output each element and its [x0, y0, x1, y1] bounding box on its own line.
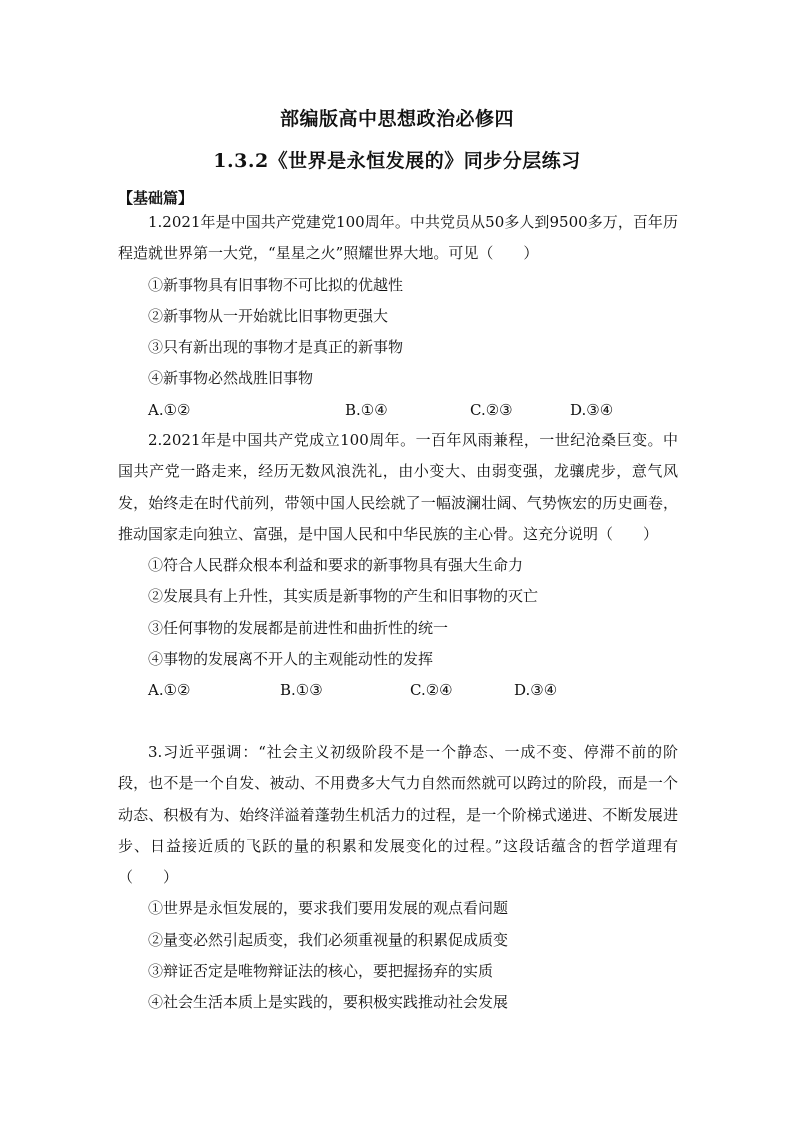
question-3-stem: 3.习近平强调：“社会主义初级阶段不是一个静态、一成不变、停滞不前的阶段，也不是一个自发、被动、不用费多大气力自然而然就可以跨过的阶段，而是一个动态、积极有为、始终洋溢着蓬勃生机活力的过程，是一个阶梯式递进、不断发展进步、日益接近质的飞跃的量的积累和发展变化的过程。”这段话蕴含的哲学道理有（ ）	[118, 743, 678, 887]
question-2-option-3: ③任何事物的发展都是前进性和曲折性的统一	[148, 618, 449, 637]
question-2-choice-c: C.②④	[410, 681, 453, 700]
question-3	[118, 737, 678, 1019]
question-1-choices	[118, 395, 678, 426]
question-2-stem: 2.2021年是中国共产党成立100周年。一百年风雨兼程，一世纪沧桑巨变。中国共产党一路走来，经历无数风浪洗礼，由小变大、由弱变强，龙骧虎步，意气风发，始终走在时代前列，带领中国人民绘就了一幅波澜壮阔、气势恢宏的历史画卷，推动国家走向独立、富强，是中国人民和中华民族的主心骨。这充分说明（ ）	[118, 431, 678, 543]
question-3-option-2: ②量变必然引起质变，我们必须重视量的积累促成质变	[148, 930, 509, 949]
question-3-option-4: ④社会生活本质上是实践的，要积极实践推动社会发展	[148, 993, 509, 1012]
question-3-option-1: ①世界是永恒发展的，要求我们要用发展的观点看问题	[148, 899, 509, 918]
question-2-choice-d: D.③④	[514, 681, 558, 700]
document-subtitle: 1.3.2《世界是永恒发展的》同步分层练习	[213, 150, 581, 172]
question-1-choice-c: C.②③	[470, 400, 513, 419]
section-label: 【基础篇】	[118, 189, 194, 207]
question-2-choices	[118, 675, 678, 706]
question-1-option-4: ④新事物必然战胜旧事物	[148, 369, 314, 388]
question-2-option-4: ④事物的发展离不开人的主观能动性的发挥	[148, 650, 434, 669]
question-1-choice-a: A.①②	[148, 400, 191, 419]
question-1-option-3: ③只有新出现的事物才是真正的新事物	[148, 338, 404, 357]
question-1-option-2: ②新事物从一开始就比旧事物更强大	[148, 306, 389, 325]
question-2-option-2: ②发展具有上升性，其实质是新事物的产生和旧事物的灭亡	[148, 587, 539, 606]
question-2-choice-a: A.①②	[148, 681, 191, 700]
question-2-option-1: ①符合人民群众根本利益和要求的新事物具有强大生命力	[148, 556, 524, 575]
question-2	[118, 425, 678, 707]
question-1-choice-b: B.①④	[345, 400, 388, 419]
question-1	[118, 207, 678, 426]
question-1-stem: 1.2021年是中国共产党建党100周年。中共党员从50多人到9500多万，百年历程造就世界第一大党，“星星之火”照耀世界大地。可见（ ）	[118, 213, 678, 263]
question-1-choice-d: D.③④	[570, 400, 614, 419]
document-title: 部编版高中思想政治必修四	[279, 108, 514, 130]
question-2-choice-b: B.①③	[280, 681, 323, 700]
question-1-option-1: ①新事物具有旧事物不可比拟的优越性	[148, 275, 404, 294]
question-3-option-3: ③辩证否定是唯物辩证法的核心，要把握扬弃的实质	[148, 962, 494, 981]
